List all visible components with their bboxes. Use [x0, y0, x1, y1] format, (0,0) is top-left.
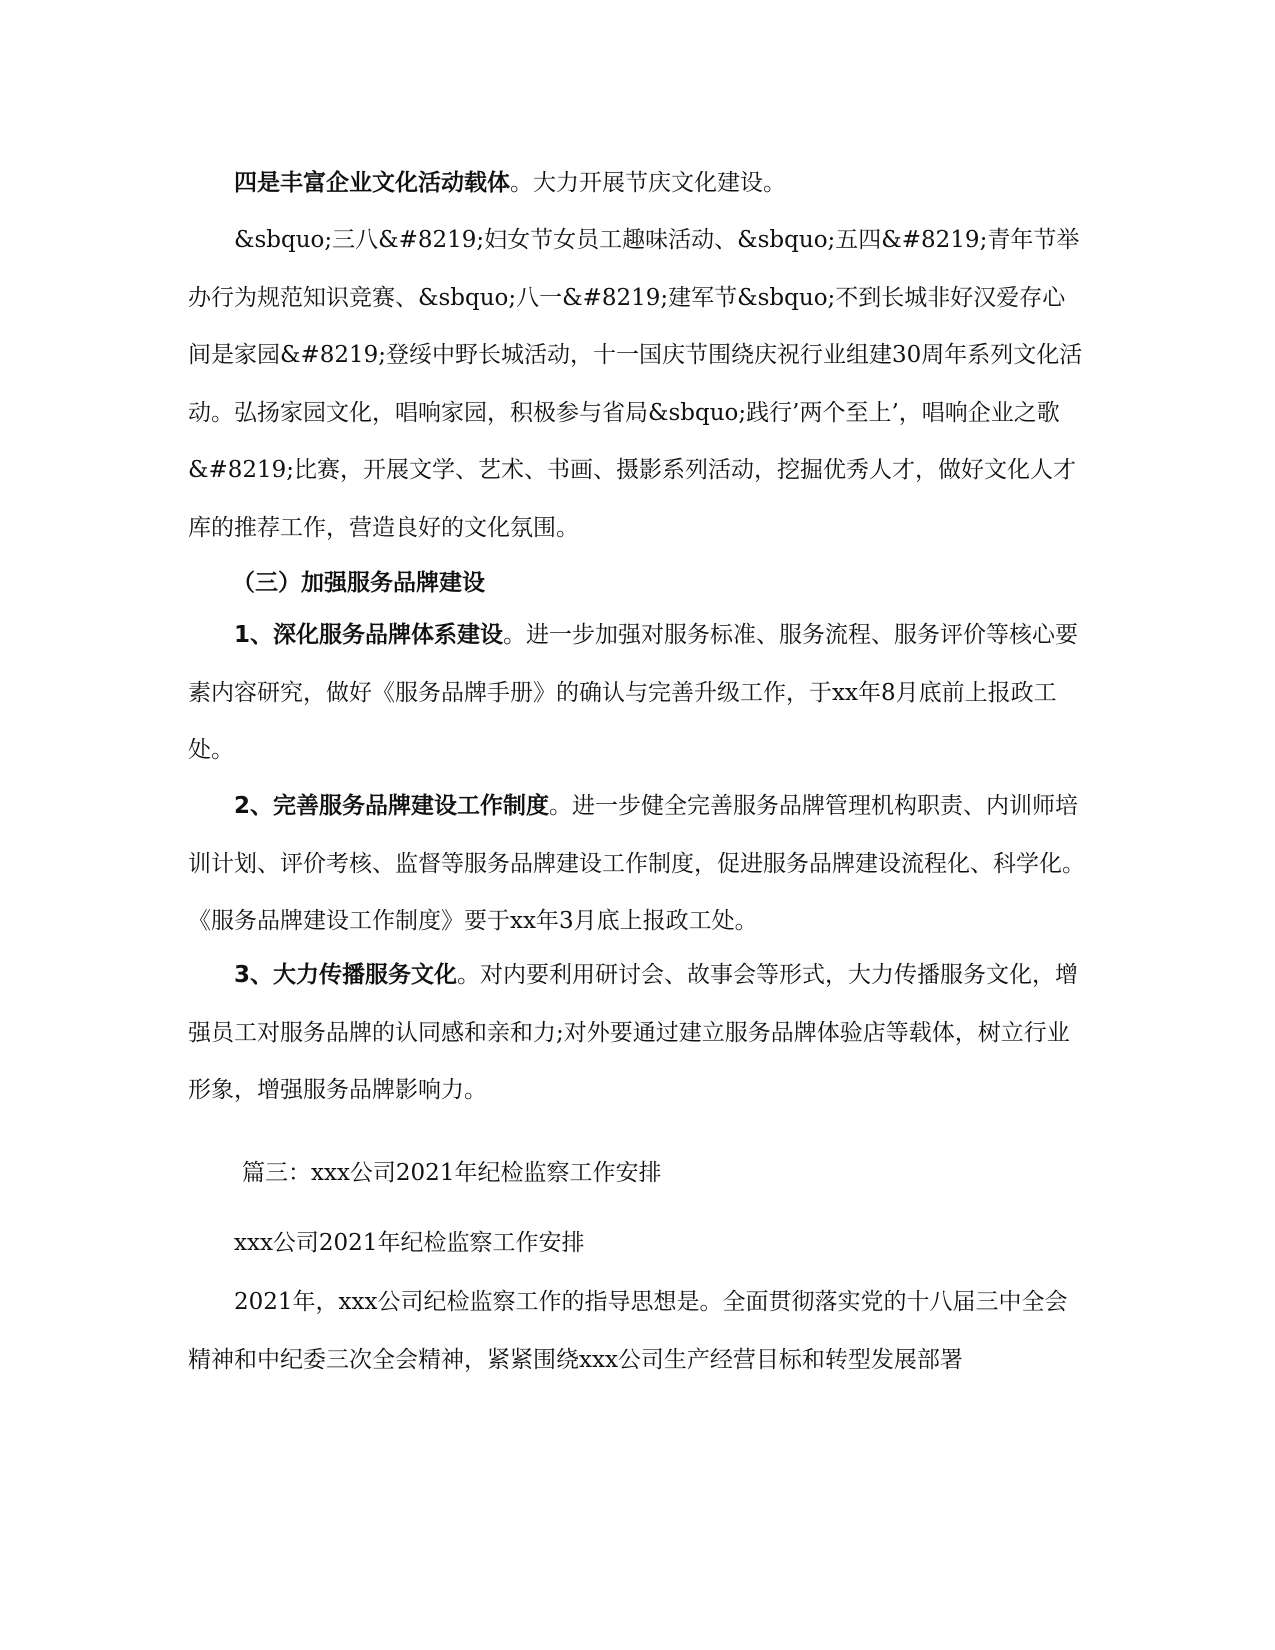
paragraph-body: 。进一步健全完善服务品牌管理机构职责、内训师培训计划、评价考核、监督等服务品牌建设工作制度，促进服务品牌建设流程化、科学化。《服务品牌建设工作制度》要于xx年3月底上报政工处。	[188, 793, 1085, 934]
paragraph-body: 。对内要利用研讨会、故事会等形式，大力传播服务文化，增强员工对服务品牌的认同感和亲和力;对外要通过建立服务品牌体验店等载体，树立行业形象，增强服务品牌影响力。	[188, 962, 1079, 1103]
paragraph-body: 2021年，xxx公司纪检监察工作的指导思想是。全面贯彻落实党的十八届三中全会精神和中纪委三次全会精神，紧紧围绕xxx公司生产经营目标和转型发展部署	[188, 1289, 1068, 1373]
paragraph-festival-activities	[188, 212, 1088, 557]
paragraph-service-culture	[188, 947, 1088, 1120]
paragraph-lead: 1、深化服务品牌体系建设	[234, 622, 504, 648]
paragraph-body: xxx公司2021年纪检监察工作安排	[234, 1230, 585, 1256]
section-heading-brand: （三）加强服务品牌建设	[232, 570, 485, 596]
paragraph-brand-system	[188, 607, 1088, 780]
paragraph-lead: 2、完善服务品牌建设工作制度	[234, 793, 550, 819]
paragraph-body: 。大力开展节庆文化建设。	[510, 170, 786, 196]
section-title-part-three: 篇三：xxx公司2021年纪检监察工作安排	[242, 1160, 662, 1186]
paragraph-body: &sbquo;三八&#8219;妇女节女员工趣味活动、&sbquo;五四&#8219;青年节举办行为规范知识竞赛、&sbquo;八一&#8219;建军节&sbquo;不到长城非好汉爱存心间是家园&#8219;登绥中野长城活动，十一国庆节围绕庆祝行业组建30周年系列文化活动。弘扬家园文化，唱响家园，积极参与省局&sbquo;践行’两个至上’，唱响企业之歌&#8219;比赛，开展文学、艺术、书画、摄影系列活动，挖掘优秀人才，做好文化人才库的推荐工作，营造良好的文化氛围。	[188, 227, 1083, 541]
paragraph-lead: 3、大力传播服务文化	[234, 962, 458, 988]
paragraph-culture-carrier	[188, 155, 1088, 213]
paragraph-body: 。进一步加强对服务标准、服务流程、服务评价等核心要素内容研究，做好《服务品牌手册》的确认与完善升级工作，于xx年8月底前上报政工处。	[188, 622, 1079, 763]
paragraph-plan-title	[188, 1215, 1088, 1273]
paragraph-lead: 四是丰富企业文化活动载体	[234, 170, 510, 196]
paragraph-guiding-thought	[188, 1274, 1088, 1389]
paragraph-brand-rules	[188, 778, 1088, 951]
